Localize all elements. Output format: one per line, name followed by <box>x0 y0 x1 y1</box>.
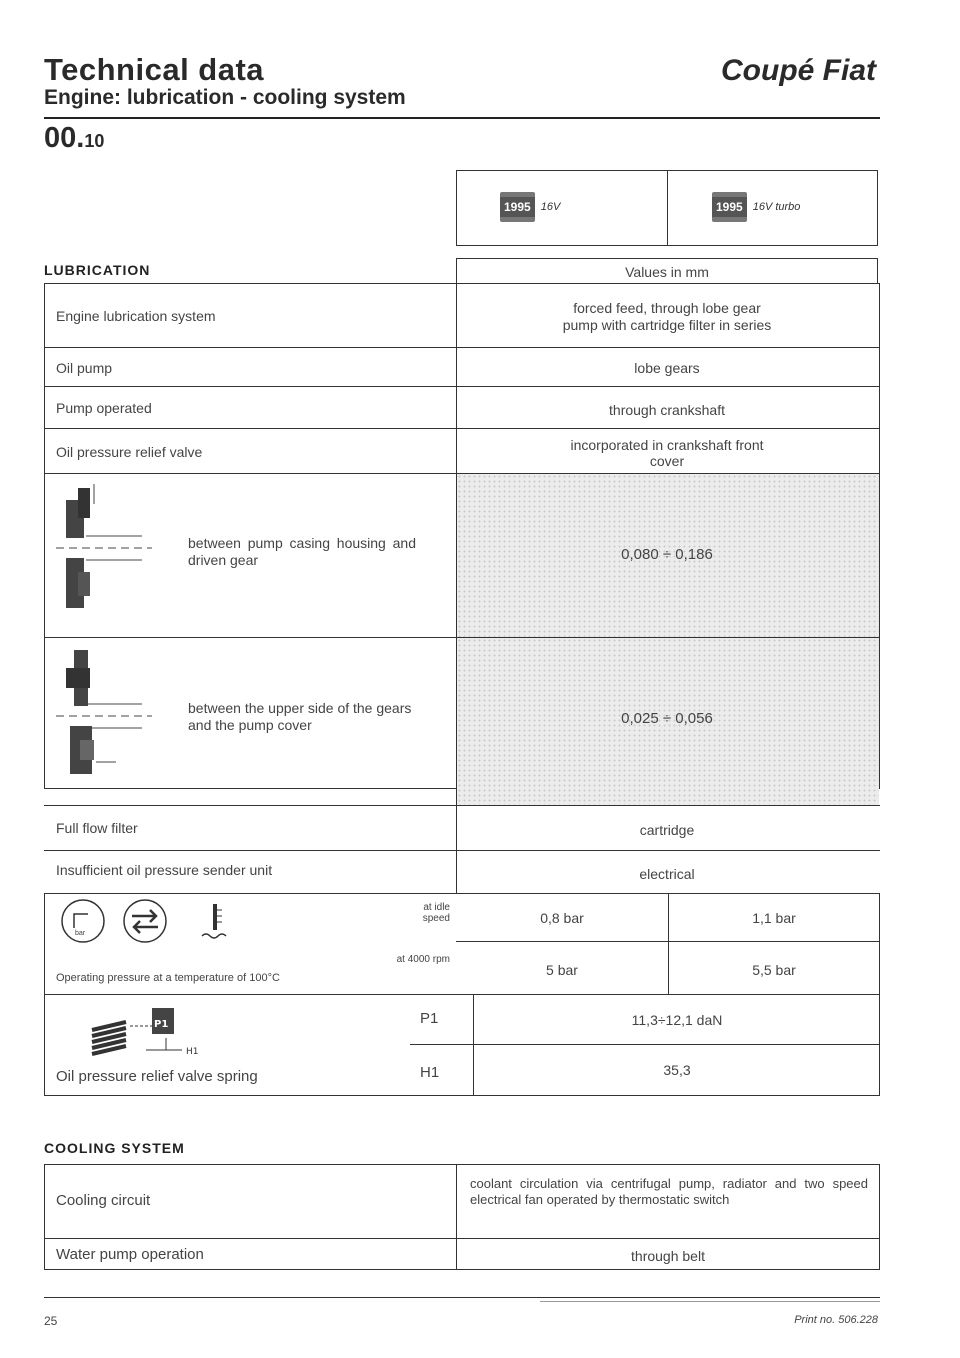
rpm-pressure-16v: 5 bar <box>546 962 578 978</box>
cooling-row-label: Cooling circuit <box>56 1192 151 1209</box>
clearance1-value: 0,080 ÷ 0,186 <box>621 546 713 563</box>
spring-row-rule <box>410 1044 880 1045</box>
column-16v-turbo <box>712 192 800 222</box>
filter-label: Full flow filter <box>56 820 138 836</box>
page-subtitle: Engine: lubrication - cooling system <box>44 86 406 109</box>
valve-spring-icon <box>90 1002 200 1062</box>
idle-pressure-16v: 0,8 bar <box>540 910 584 926</box>
pressure-col-divider <box>668 893 669 995</box>
rpm-pressure-turbo: 5,5 bar <box>752 962 796 978</box>
clearance2-label: between the upper side of the gears and the pump cover <box>188 700 412 733</box>
cooling-heading: COOLING SYSTEM <box>44 1140 185 1156</box>
spring-p-label: P1 <box>420 1010 439 1027</box>
cooling-row-label: Water pump operation <box>56 1246 204 1263</box>
clearance2-value: 0,025 ÷ 0,056 <box>621 710 713 727</box>
cooling-row-rule <box>44 1238 880 1239</box>
filter-value: cartridge <box>639 822 695 838</box>
row-rule <box>44 428 880 429</box>
idle-pressure-turbo: 1,1 bar <box>752 910 796 926</box>
header-rule <box>44 117 880 119</box>
section-code-sub: 10 <box>84 131 105 151</box>
spring-h-label: H1 <box>420 1064 440 1081</box>
page-title: Technical data <box>44 52 265 87</box>
row-rule <box>44 386 880 387</box>
cooling-row-value: coolant circulation via centrifugal pump, radiator and two speed electrical fan operated by thermostatic switch <box>470 1176 868 1207</box>
rpm-label: at 4000 rpm <box>396 954 450 965</box>
spring-h-value: 35,3 <box>663 1062 691 1078</box>
lube-row-label: Oil pump <box>56 360 113 376</box>
sender-value: electrical <box>639 866 695 882</box>
spring-label: Oil pressure relief valve spring <box>56 1068 258 1085</box>
row-rule <box>44 850 880 851</box>
lubrication-heading: LUBRICATION <box>44 262 151 278</box>
lube-row-value: incorporated in crankshaft front cover <box>570 437 764 469</box>
section-code <box>44 122 104 155</box>
lube-row-value: forced feed, through lobe gear pump with cartridge filter in series <box>562 300 772 333</box>
pump-clearance-radial-icon <box>56 480 156 620</box>
sender-label: Insufficient oil pressure sender unit <box>56 862 273 878</box>
idle-speed-label: at idle speed <box>422 902 450 924</box>
lube-row-value: lobe gears <box>634 360 700 376</box>
svg-text:H1: H1 <box>186 1047 199 1057</box>
print-number: Print no. 506.228 <box>794 1314 878 1326</box>
svg-text:P1: P1 <box>154 1019 169 1030</box>
temperature-icon <box>200 902 230 942</box>
pump-clearance-axial-icon <box>56 644 156 784</box>
pressure-gauge-unit: bar <box>75 930 86 937</box>
pressure-caption: Operating pressure at a temperature of 100°C <box>56 972 280 984</box>
lube-row-label: Oil pressure relief valve <box>56 444 203 460</box>
footer-rule-secondary <box>540 1301 880 1302</box>
lube-row-value: through crankshaft <box>609 402 725 418</box>
year-badge-icon: 1995 <box>712 192 747 222</box>
row-rule <box>44 805 880 806</box>
lube-row-label: Pump operated <box>56 400 152 416</box>
spring-p-value: 11,3÷12,1 daN <box>631 1012 723 1028</box>
year-badge-icon: 1995 <box>500 192 535 222</box>
section-code-main: 00. <box>44 122 85 154</box>
row-rule <box>44 347 880 348</box>
column-16v-turbo-label: 16V turbo <box>752 201 801 213</box>
column-divider <box>667 170 668 246</box>
brand-name: Coupé Fiat <box>721 54 876 87</box>
spring-divider <box>473 994 474 1096</box>
pressure-gauge-icon <box>58 896 108 946</box>
cooling-row-value: through belt <box>631 1248 705 1264</box>
footer-rule <box>44 1297 880 1298</box>
page-number: 25 <box>44 1314 58 1328</box>
pressure-row-rule <box>456 941 880 942</box>
column-16v-label: 16V <box>540 201 561 213</box>
clearance1-label: between pump casing housing and driven gear <box>188 535 416 568</box>
units-label: Values in mm <box>625 264 709 280</box>
column-16v <box>500 192 560 222</box>
bidirectional-arrows-icon <box>120 896 170 946</box>
lube-row-label: Engine lubrication system <box>56 308 216 324</box>
